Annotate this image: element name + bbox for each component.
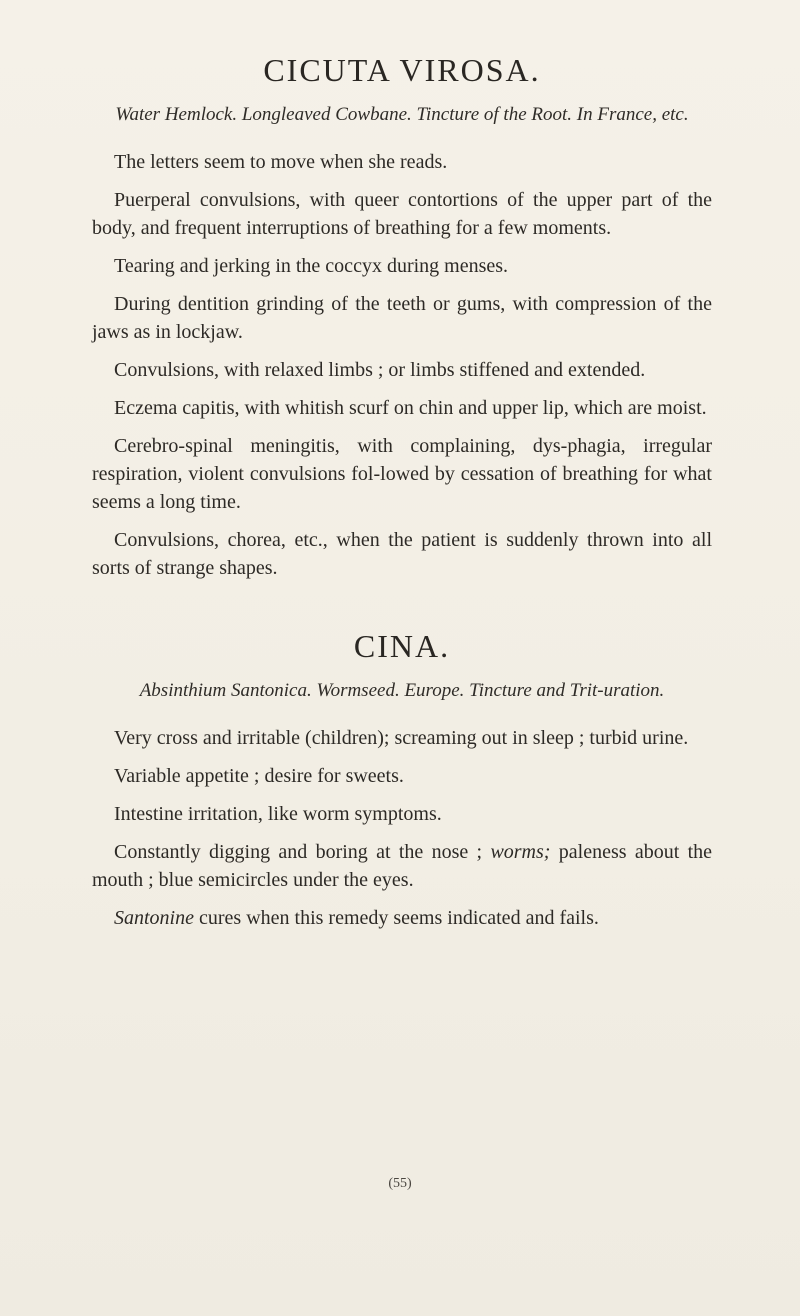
paragraph-santonine [92, 904, 712, 932]
paragraph: Intestine irritation, like worm symptoms. [114, 803, 442, 825]
text-run: cures when this remedy seems indicated and fails. [194, 907, 599, 929]
paragraph: The letters seem to move when she reads. [114, 151, 448, 173]
page-number: (55) [388, 1176, 412, 1191]
section-subtitle-cina: Absinthium Santonica. Wormseed. Europe. Tincture and Trit-uration. [139, 680, 665, 701]
paragraph: During dentition grinding of the teeth or gums, with compression of the jaws as in lockjaw. [92, 293, 712, 343]
section-subtitle-cicuta-virosa: Water Hemlock. Longleaved Cowbane. Tincture of the Root. In France, etc. [115, 104, 689, 125]
page-content [92, 50, 712, 942]
section-title-cina: CINA. [353, 628, 451, 664]
section-title-cicuta-virosa: CICUTA VIROSA. [263, 52, 541, 88]
paragraph: Puerperal convulsions, with queer contortions of the upper part of the body, and frequent interruptions of breathing for a few moments. [92, 189, 712, 239]
paragraph: Cerebro-spinal meningitis, with complaining, dys-phagia, irregular respiration, violent convulsions fol-lowed by cessation of breathing for what seems a long time. [92, 435, 712, 513]
paragraph-worms [92, 838, 712, 894]
paragraph: Tearing and jerking in the coccyx during menses. [114, 255, 509, 277]
text-run: paleness about the mouth ; blue semicircles under the eyes. [92, 841, 712, 891]
section-divider [92, 592, 712, 626]
italic-term-santonine: Santonine [114, 907, 194, 929]
paragraph: Convulsions, chorea, etc., when the patient is suddenly thrown into all sorts of strange shapes. [92, 529, 712, 579]
text-run: Constantly digging and boring at the nose ; [114, 841, 491, 863]
paragraph: Very cross and irritable (children); screaming out in sleep ; turbid urine. [114, 727, 689, 749]
paragraph: Convulsions, with relaxed limbs ; or limbs stiffened and extended. [114, 359, 646, 381]
paragraph: Eczema capitis, with whitish scurf on chin and upper lip, which are moist. [114, 397, 707, 419]
italic-term-worms: worms; [490, 841, 551, 863]
paragraph: Variable appetite ; desire for sweets. [114, 765, 404, 787]
